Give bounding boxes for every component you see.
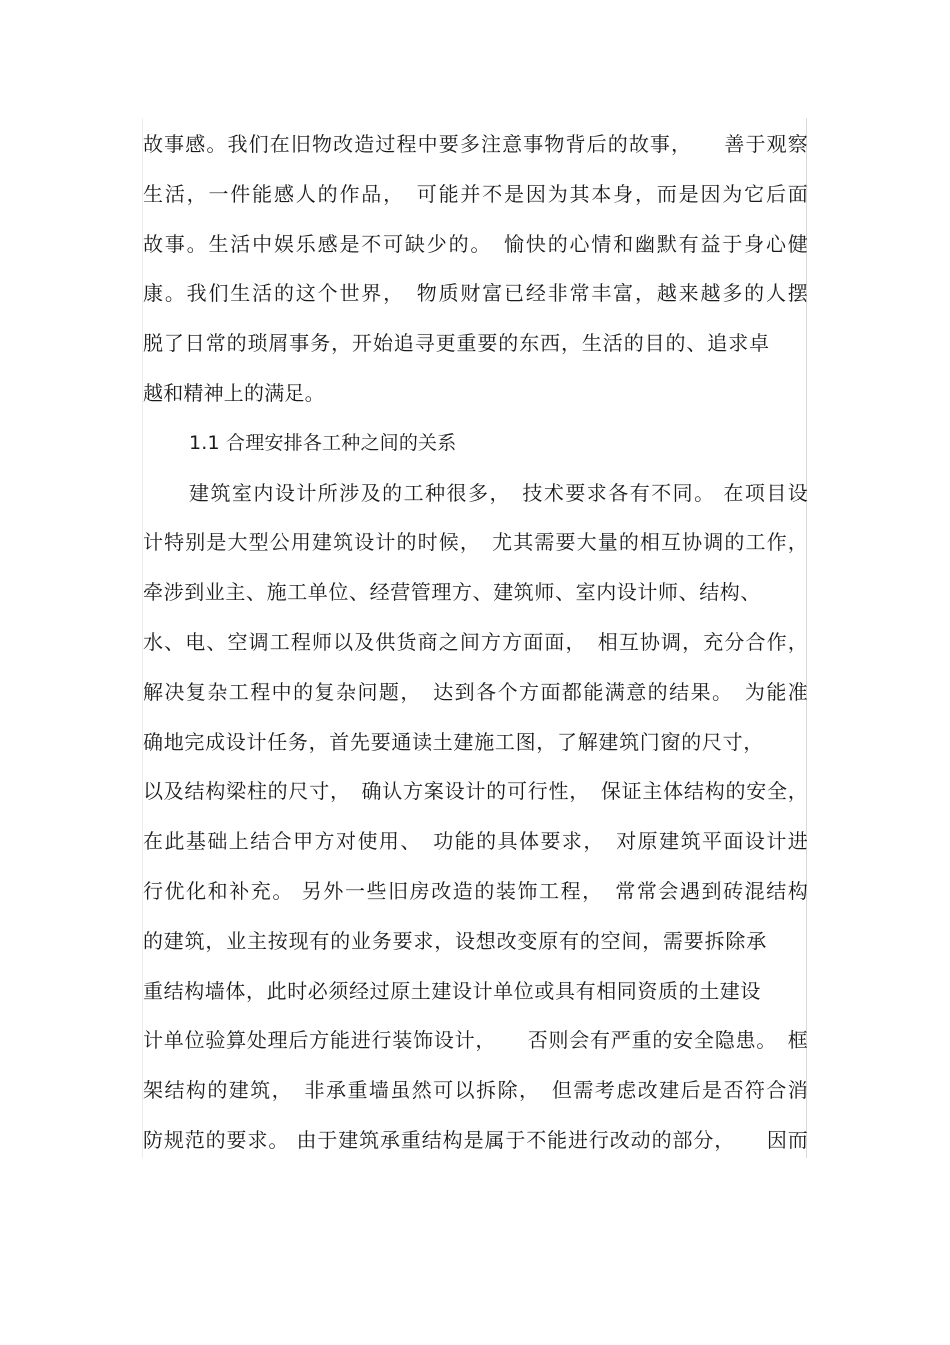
text-line: 计特别是大型公用建筑设计的时候， 尤其需要大量的相互协调的工作， [143, 530, 808, 555]
text-line: 越和精神上的满足。 [143, 380, 325, 405]
text-line: 重结构墙体，此时必须经过原土建设计单位或具有相同资质的土建设 [143, 978, 761, 1003]
text-line: 确地完成设计任务，首先要通读土建施工图，了解建筑门窗的尺寸， [143, 729, 764, 754]
text-line: 康。我们生活的这个世界， 物质财富已经非常丰富，越来越多的人摆 [143, 281, 808, 306]
text-line: 故事感。我们在旧物改造过程中要多注意事物背后的故事， 善于观察 [143, 132, 808, 156]
text-line: 防规范的要求。 由于建筑承重结构是属于不能进行改动的部分， 因而 [143, 1127, 808, 1152]
text-line: 故事。生活中娱乐感是不可缺少的。 愉快的心情和幽默有益于身心健 [143, 231, 808, 256]
text-line: 脱了日常的琐屑事务，开始追寻更重要的东西，生活的目的、追求卓 [143, 331, 770, 356]
text-line: 水、电、空调工程师以及供货商之间方方面面， 相互协调，充分合作， [143, 629, 808, 654]
text-line: 的建筑，业主按现有的业务要求，设想改变原有的空间，需要拆除承 [143, 928, 767, 953]
body-text [143, 120, 808, 1166]
text-line: 在此基础上结合甲方对使用、 功能的具体要求， 对原建筑平面设计进 [143, 829, 808, 854]
section-heading: 1.1 合理安排各工种之间的关系 [189, 431, 457, 454]
text-line: 生活，一件能感人的作品， 可能并不是因为其本身，而是因为它后面 [143, 181, 808, 206]
text-line: 建筑室内设计所涉及的工种很多， 技术要求各有不同。 在项目设 [189, 480, 808, 505]
text-line: 计单位验算处理后方能进行装饰设计， 否则会有严重的安全隐患。 框 [143, 1028, 808, 1053]
text-line: 以及结构梁柱的尺寸， 确认方案设计的可行性， 保证主体结构的安全， [143, 779, 808, 804]
text-line: 解决复杂工程中的复杂问题， 达到各个方面都能满意的结果。 为能准 [143, 679, 808, 704]
text-line: 行优化和补充。 另外一些旧房改造的装饰工程， 常常会遇到砖混结构 [143, 878, 808, 903]
text-line: 架结构的建筑， 非承重墙虽然可以拆除， 但需考虑改建后是否符合消 [143, 1078, 808, 1103]
text-line: 牵涉到业主、施工单位、经营管理方、建筑师、室内设计师、结构、 [143, 580, 761, 605]
